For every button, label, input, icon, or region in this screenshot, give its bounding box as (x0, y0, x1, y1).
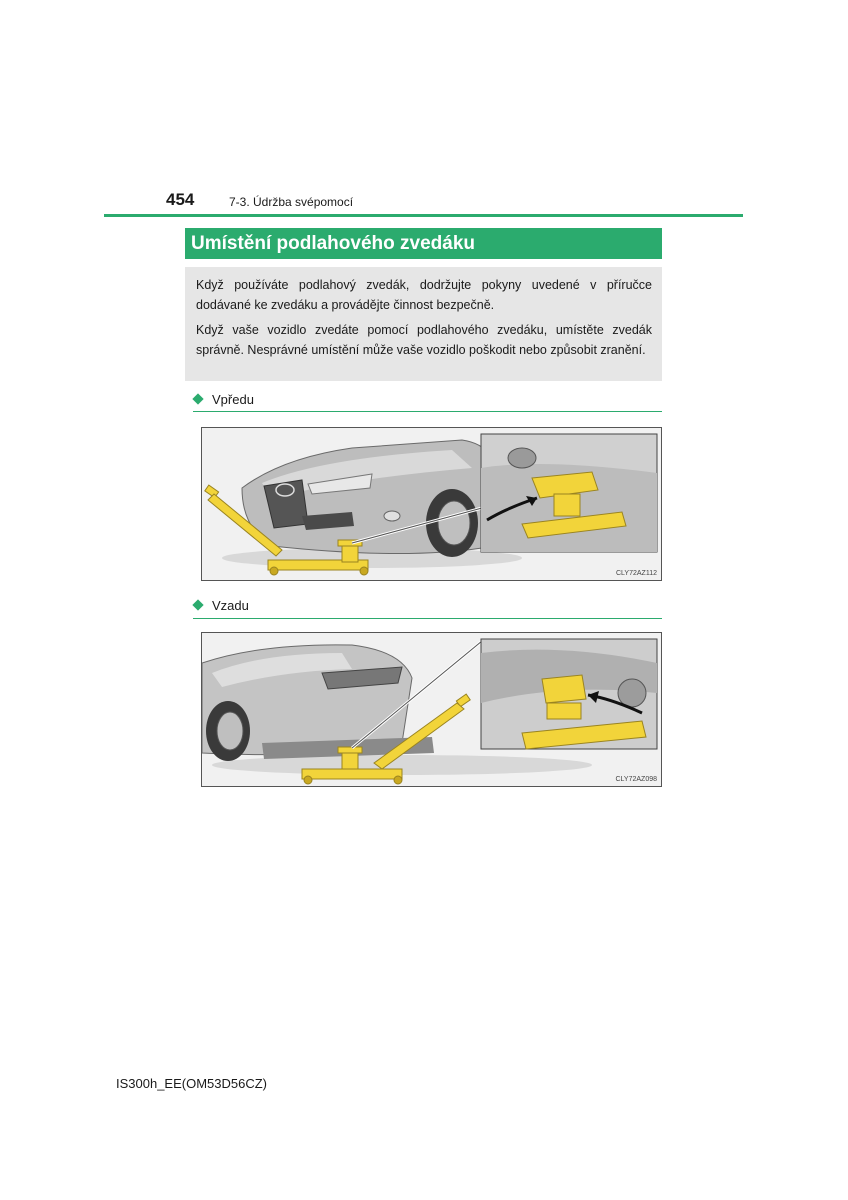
notice-paragraph-1: Když používáte podlahový zvedák, dodržujte pokyny uvedené v příručce dodávané ke zvedáku a provádějte činnost bezpečně. (196, 278, 652, 312)
page-number: 454 (166, 190, 195, 209)
notice-box (185, 267, 662, 381)
section-title: Umístění podlahového zvedáku (185, 228, 662, 259)
subhead-front (194, 392, 254, 408)
notice-paragraph-2: Když vaše vozidlo zvedáte pomocí podlahového zvedáku, umístěte zvedák správně. Nesprávné umístění může vaše vozidlo poškodit nebo způsobit zranění. (196, 323, 652, 357)
footer-model-code: IS300h_EE(OM53D56CZ) (116, 1076, 268, 1091)
header-rule (104, 214, 743, 217)
subhead-front-rule (193, 411, 662, 412)
front-car-illustration (202, 428, 661, 580)
subhead-rear (194, 598, 249, 614)
figure-front-jack-position (201, 427, 662, 581)
figure-code-rear: CLY72AZ098 (615, 776, 657, 783)
section-reference: 7-3. Údržba svépomocí (229, 195, 354, 209)
figure-code-front: CLY72AZ112 (616, 570, 657, 577)
subhead-rear-rule (193, 618, 662, 619)
figure-rear-jack-position (201, 632, 662, 787)
subhead-front-label: Vpředu (212, 392, 254, 407)
subhead-rear-label: Vzadu (212, 598, 249, 613)
diamond-bullet-icon (192, 393, 203, 404)
rear-car-illustration (202, 633, 661, 786)
diamond-bullet-icon (192, 599, 203, 610)
